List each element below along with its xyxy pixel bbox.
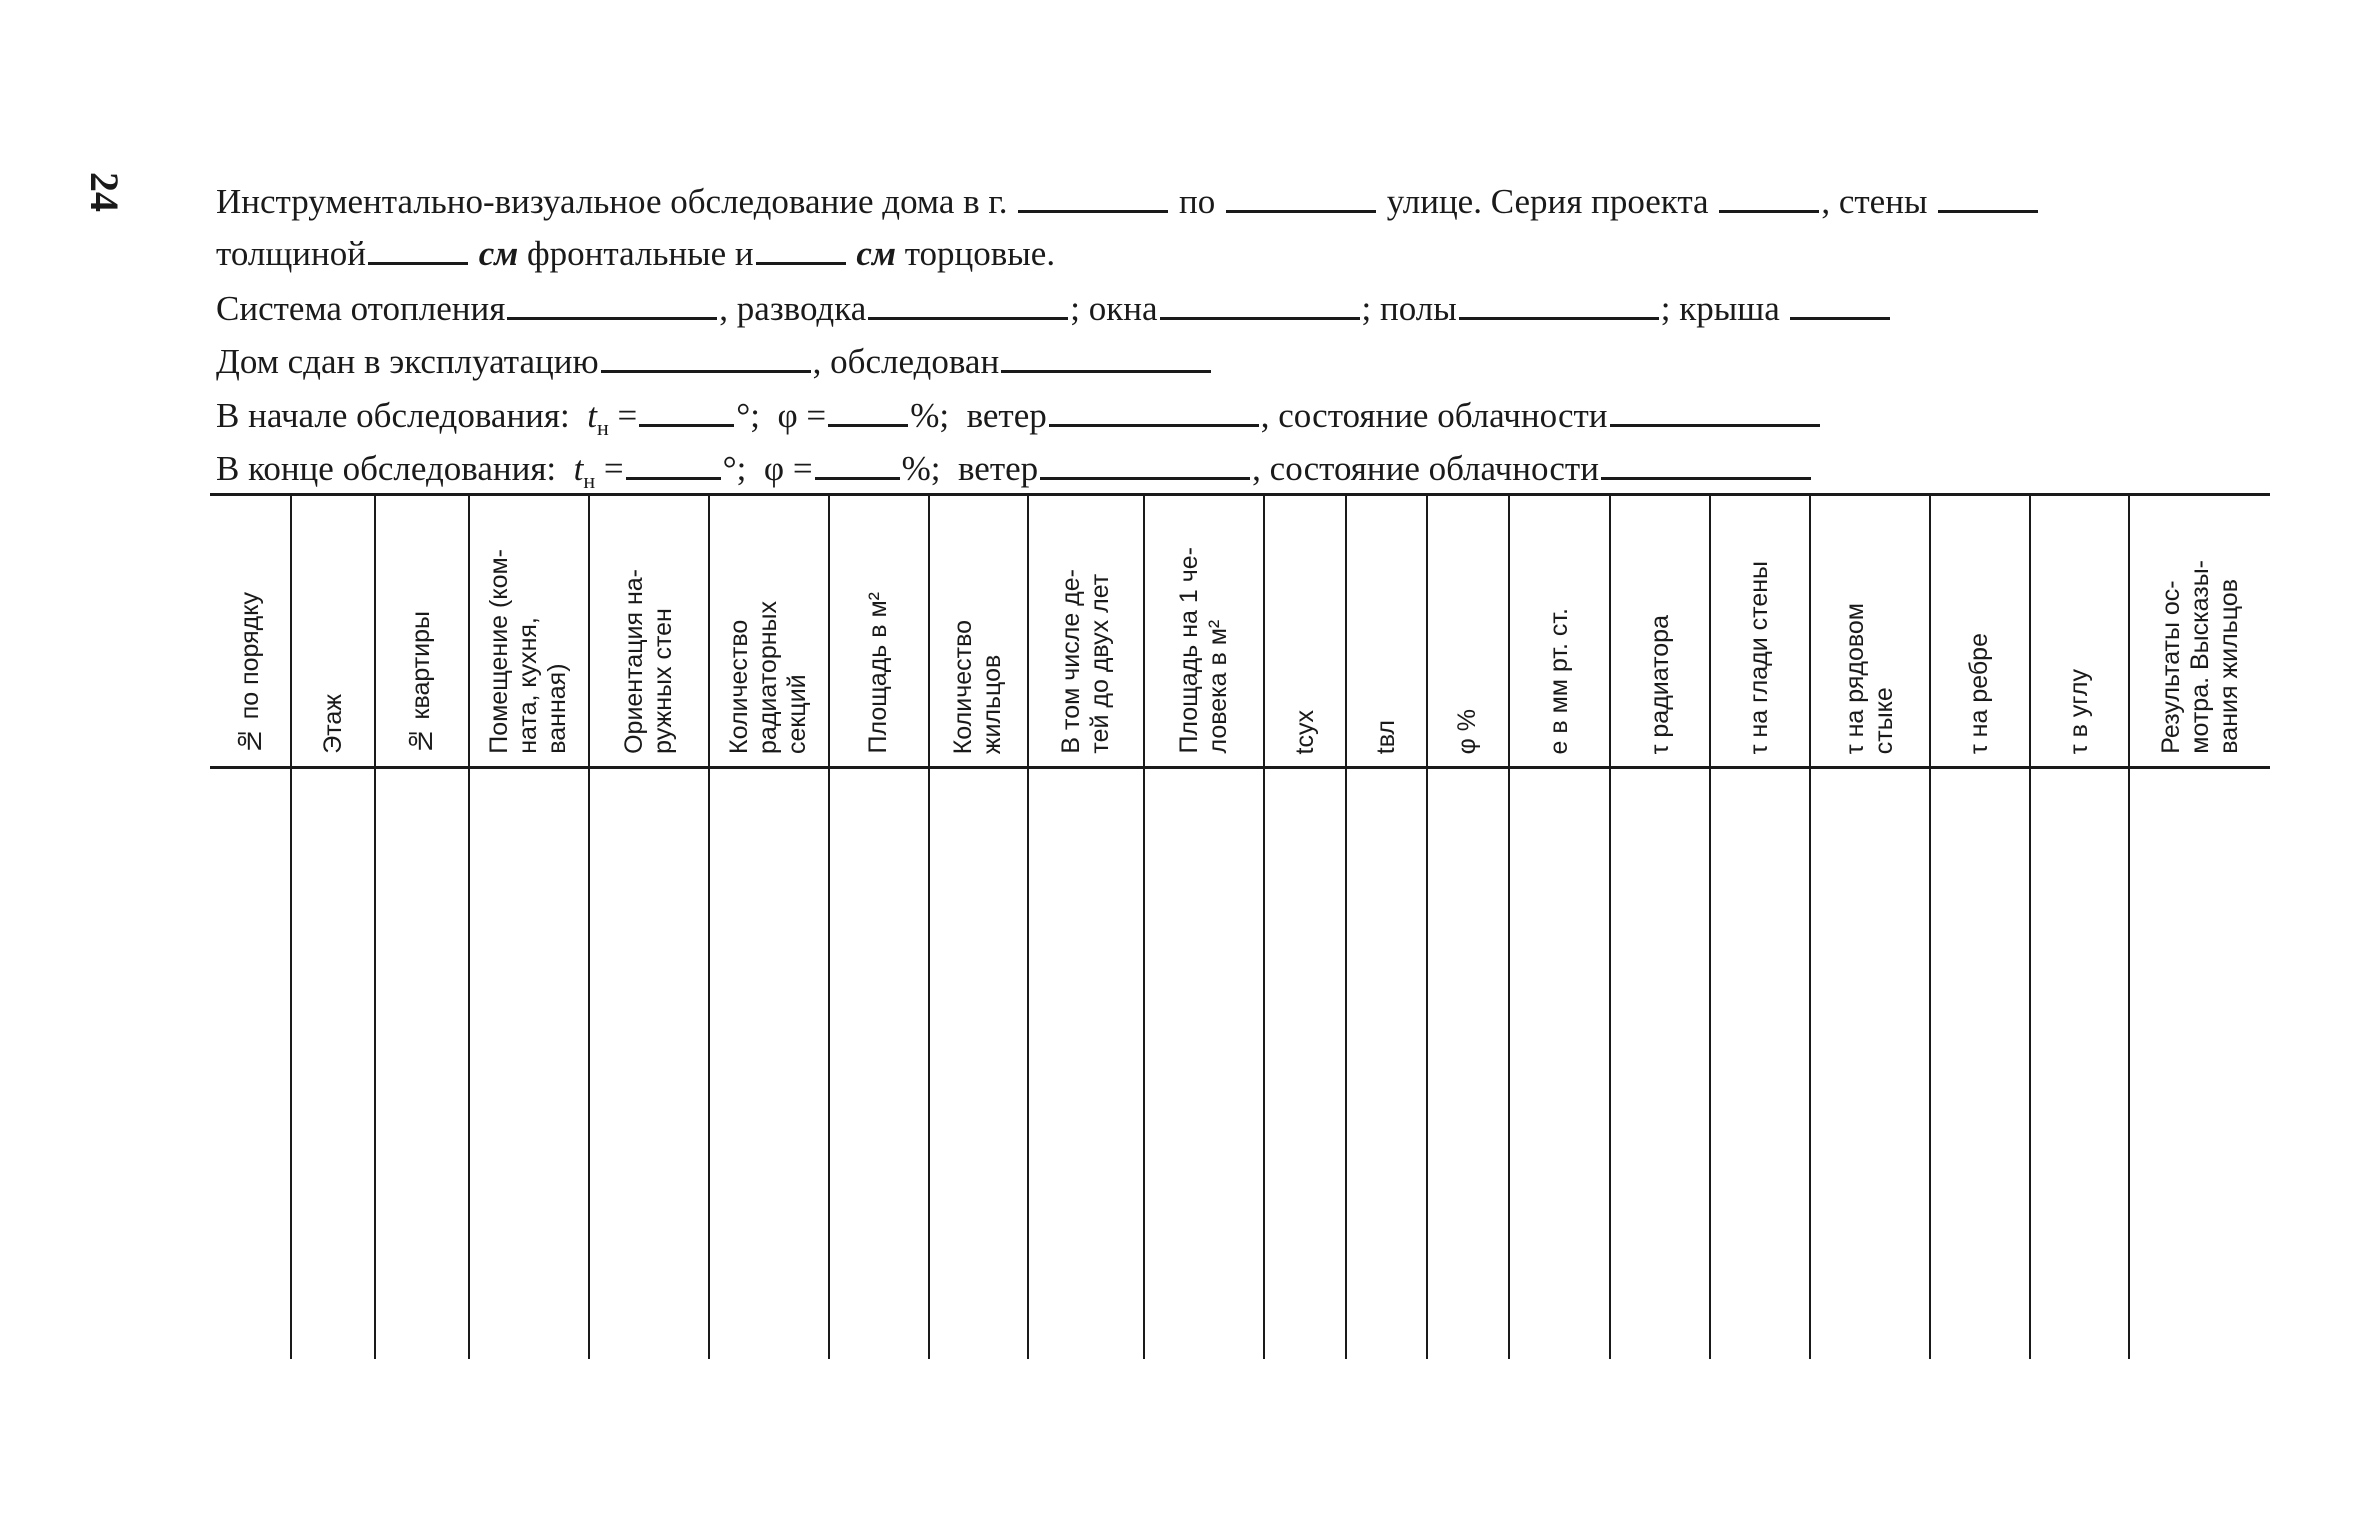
col-header: [1346, 495, 1427, 768]
table-cell[interactable]: [589, 768, 709, 1360]
col-header: [829, 495, 929, 768]
table-cell[interactable]: [2129, 768, 2270, 1360]
unit-cm-1: см: [478, 234, 519, 273]
line3-text-a: Система отопления: [216, 289, 506, 328]
line5-deg: °;: [736, 396, 760, 435]
col-header: [1028, 495, 1144, 768]
line6-t-sub: н: [583, 468, 596, 493]
line6-t-symbol: t: [573, 449, 584, 488]
table-cell[interactable]: [1509, 768, 1611, 1360]
table-header-row: [210, 495, 2270, 768]
col-header-label: Результаты ос- мотра. Высказы- вания жильцов: [2156, 560, 2243, 754]
start-wind-blank: [1049, 400, 1259, 427]
line3-text-b: , разводка: [719, 289, 867, 328]
wiring-blank: [868, 293, 1068, 320]
col-header: [2129, 495, 2270, 768]
col-header-label: Этаж: [318, 694, 347, 754]
start-humidity-blank: [828, 400, 908, 427]
header-line-1: [216, 180, 2040, 224]
table-cell[interactable]: [1930, 768, 2030, 1360]
header-line-3: [216, 287, 1892, 331]
col-header: [469, 495, 589, 768]
line3-text-c: ; окна: [1070, 289, 1158, 328]
line2-text-b: фронтальные и: [527, 234, 754, 273]
header-line-2: [216, 232, 1055, 276]
col-header-label: В том числе де- тей до двух лет: [1057, 569, 1115, 754]
col-header-label: τ радиатора: [1645, 614, 1674, 754]
table-cell[interactable]: [929, 768, 1029, 1360]
start-temp-blank: [639, 400, 734, 427]
line5-wind: ветер: [966, 396, 1047, 435]
table-cell[interactable]: [1028, 768, 1144, 1360]
table-cell[interactable]: [210, 768, 291, 1360]
col-header-label: τ на глади стены: [1745, 560, 1774, 754]
table-cell[interactable]: [375, 768, 469, 1360]
table-row: [210, 768, 2270, 1360]
walls-blank: [1938, 186, 2038, 213]
end-humidity-blank: [815, 453, 900, 480]
line6-text-a: В конце обследования:: [216, 449, 557, 488]
col-header-label: Площадь на 1 че- ловека в м²: [1175, 547, 1233, 754]
col-header: [709, 495, 829, 768]
line5-text-a: В начале обследования:: [216, 396, 570, 435]
line6-pct: %;: [901, 449, 941, 488]
line6-state: , состояние облачности: [1252, 449, 1599, 488]
page-number: 24: [82, 172, 127, 212]
col-header-label: Площадь в м²: [864, 592, 893, 754]
unit-cm-2: см: [856, 234, 896, 273]
line1-text-c: улице. Серия проекта: [1386, 182, 1709, 221]
header-line-4: [216, 340, 1213, 384]
table-cell[interactable]: [829, 768, 929, 1360]
line3-text-e: ; крыша: [1660, 289, 1780, 328]
street-blank: [1226, 186, 1376, 213]
line2-text-a: толщиной: [216, 234, 366, 273]
front-thickness-blank: [368, 238, 468, 265]
surveyed-blank: [1001, 346, 1211, 373]
col-header: [1710, 495, 1810, 768]
line1-text-d: , стены: [1821, 182, 1928, 221]
table-cell[interactable]: [469, 768, 589, 1360]
line1-text-b: по: [1179, 182, 1216, 221]
col-header: [291, 495, 374, 768]
end-thickness-blank: [756, 238, 846, 265]
col-header: [375, 495, 469, 768]
floors-blank: [1459, 293, 1659, 320]
col-header: [1610, 495, 1710, 768]
col-header-label: Количество жильцов: [949, 619, 1007, 754]
line5-state: , состояние облачности: [1260, 396, 1608, 435]
survey-table: [210, 493, 2270, 1359]
heating-blank: [507, 293, 717, 320]
city-blank: [1018, 186, 1168, 213]
table-cell[interactable]: [709, 768, 829, 1360]
col-header: [1930, 495, 2030, 768]
line4-text-b: , обследован: [812, 342, 1000, 381]
start-cloud-blank: [1610, 400, 1820, 427]
col-header: [929, 495, 1029, 768]
series-blank: [1719, 186, 1819, 213]
col-header: [1144, 495, 1264, 768]
col-header: [1509, 495, 1611, 768]
line5-pct: %;: [910, 396, 950, 435]
table-cell[interactable]: [1346, 768, 1427, 1360]
table-cell[interactable]: [291, 768, 374, 1360]
line2-text-c: торцовые.: [904, 234, 1056, 273]
col-header-label: Помещение (ком- ната, кухня, ванная): [485, 549, 572, 754]
col-header-label: τ в углу: [2065, 668, 2094, 754]
line5-phi: φ =: [777, 396, 827, 435]
end-cloud-blank: [1601, 453, 1811, 480]
col-header-label: tсух: [1290, 709, 1319, 754]
roof-blank: [1790, 293, 1890, 320]
table-cell[interactable]: [1610, 768, 1710, 1360]
table-cell[interactable]: [1144, 768, 1264, 1360]
table-cell[interactable]: [1710, 768, 1810, 1360]
end-wind-blank: [1040, 453, 1250, 480]
col-header-label: τ на ребре: [1965, 632, 1994, 754]
col-header-label: τ на рядовом стыке: [1840, 602, 1898, 754]
col-header: [210, 495, 291, 768]
table-cell[interactable]: [1427, 768, 1508, 1360]
col-header-label: Количество радиаторных секций: [725, 601, 812, 754]
end-temp-blank: [626, 453, 721, 480]
table-cell[interactable]: [1264, 768, 1345, 1360]
col-header-label: № по порядку: [235, 591, 264, 754]
commissioned-blank: [601, 346, 811, 373]
table-cell[interactable]: [1810, 768, 1930, 1360]
table-cell[interactable]: [2030, 768, 2130, 1360]
line4-text-a: Дом сдан в эксплуатацию: [216, 342, 599, 381]
line3-text-d: ; полы: [1361, 289, 1457, 328]
col-header-label: tвл: [1371, 719, 1400, 754]
header-line-5: [216, 394, 1822, 450]
line5-t-symbol: t: [587, 396, 597, 435]
windows-blank: [1160, 293, 1360, 320]
line1-text-a: Инструментально-визуальное обследование дома в г.: [216, 182, 1008, 221]
col-header-label: № квартиры: [407, 610, 436, 754]
col-header-label: e в мм рт. ст.: [1545, 607, 1573, 754]
line6-wind: ветер: [957, 449, 1039, 488]
col-header-label: Ориентация на- ружных стен: [619, 569, 677, 754]
col-header: [2030, 495, 2130, 768]
col-header: [1264, 495, 1345, 768]
line5-eq: =: [617, 396, 638, 435]
col-header-label: φ %: [1453, 708, 1482, 754]
line5-t-sub: н: [596, 415, 609, 440]
col-header: [1427, 495, 1508, 768]
line6-deg: °;: [722, 449, 747, 488]
line6-eq: =: [603, 449, 624, 488]
col-header: [589, 495, 709, 768]
col-header: [1810, 495, 1930, 768]
line6-phi: φ =: [763, 449, 813, 488]
